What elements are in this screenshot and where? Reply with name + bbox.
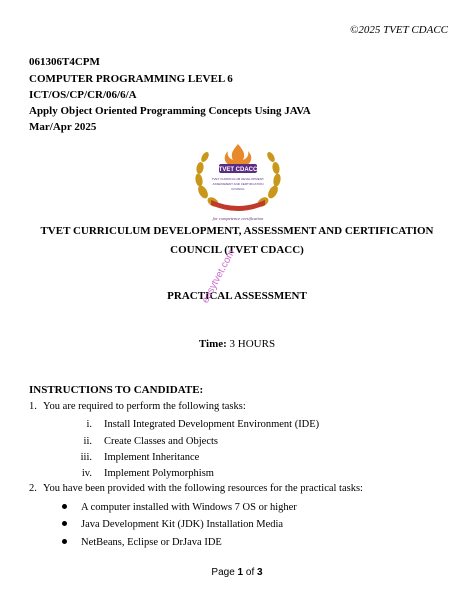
svg-text:COUNCIL: COUNCIL: [231, 187, 245, 191]
page-number: [0, 567, 474, 578]
instruction-text: You have been provided with the following resources for the practical tasks:: [43, 483, 363, 494]
instruction-number: 2.: [29, 483, 37, 494]
task-number: i.: [86, 419, 92, 430]
exam-session: Mar/Apr 2025: [29, 121, 97, 133]
page-prefix: Page: [211, 567, 235, 578]
task-text: Implement Polymorphism: [104, 468, 214, 479]
resource-text: NetBeans, Eclipse or DrJava IDE: [81, 537, 222, 548]
task-item: [70, 436, 218, 447]
svg-text:TVET CURRICULUM DEVELOPMENT,: TVET CURRICULUM DEVELOPMENT,: [211, 177, 265, 181]
task-item: [70, 468, 214, 479]
resource-text: Java Development Kit (JDK) Installation Media: [81, 519, 284, 530]
bullet-icon: [62, 539, 67, 544]
task-text: Install Integrated Development Environment (IDE): [104, 419, 320, 430]
tvet-cdacc-seal-icon: [183, 140, 293, 222]
page-current: 1: [237, 567, 244, 578]
bullet-icon: [62, 521, 67, 526]
task-text: Create Classes and Objects: [104, 436, 219, 447]
instructions-heading: INSTRUCTIONS TO CANDIDATE:: [29, 384, 204, 396]
unit-title: Apply Object Oriented Programming Concepts Using JAVA: [29, 105, 311, 117]
svg-text:for competence certification: for competence certification: [212, 216, 264, 221]
resource-text: A computer installed with Windows 7 OS or higher: [81, 502, 297, 513]
resource-item: [62, 537, 222, 548]
instruction-item-1: [29, 401, 246, 412]
task-text: Implement Inheritance: [104, 452, 200, 463]
time-label: Time:: [198, 338, 227, 350]
resource-item: [62, 502, 297, 513]
page-of: of: [245, 567, 255, 578]
task-number: ii.: [83, 436, 92, 447]
resource-item: [62, 519, 283, 530]
svg-text:TVET CDACC: TVET CDACC: [218, 167, 258, 173]
task-number: iv.: [81, 468, 92, 479]
paper-code: 061306T4CPM: [29, 56, 100, 68]
time-value: 3 HOURS: [229, 338, 276, 350]
council-name-line2: COUNCIL (TVET CDACC): [170, 244, 304, 256]
task-item: [70, 452, 199, 463]
council-name-line1: TVET CURRICULUM DEVELOPMENT, ASSESSMENT AND CERTIFICATION: [40, 225, 434, 237]
watermark-text: easytvet.com: [200, 247, 238, 306]
unit-code: ICT/OS/CP/CR/06/6/A: [29, 89, 137, 101]
copyright-notice: ©2025 TVET CDACC: [349, 24, 448, 36]
page-total: 3: [257, 567, 263, 578]
instruction-text: You are required to perform the following tasks:: [43, 401, 246, 412]
course-title: COMPUTER PROGRAMMING LEVEL 6: [29, 73, 233, 85]
instruction-item-2: [29, 483, 363, 494]
task-number: iii.: [80, 452, 92, 463]
assessment-title: PRACTICAL ASSESSMENT: [167, 290, 307, 302]
time-allowed: [0, 338, 474, 350]
tvet-cdacc-logo: [183, 140, 293, 222]
task-item: [70, 419, 319, 430]
instruction-number: 1.: [29, 401, 37, 412]
bullet-icon: [62, 504, 67, 509]
svg-text:ASSESSMENT AND CERTIFICATION: ASSESSMENT AND CERTIFICATION: [212, 182, 264, 186]
